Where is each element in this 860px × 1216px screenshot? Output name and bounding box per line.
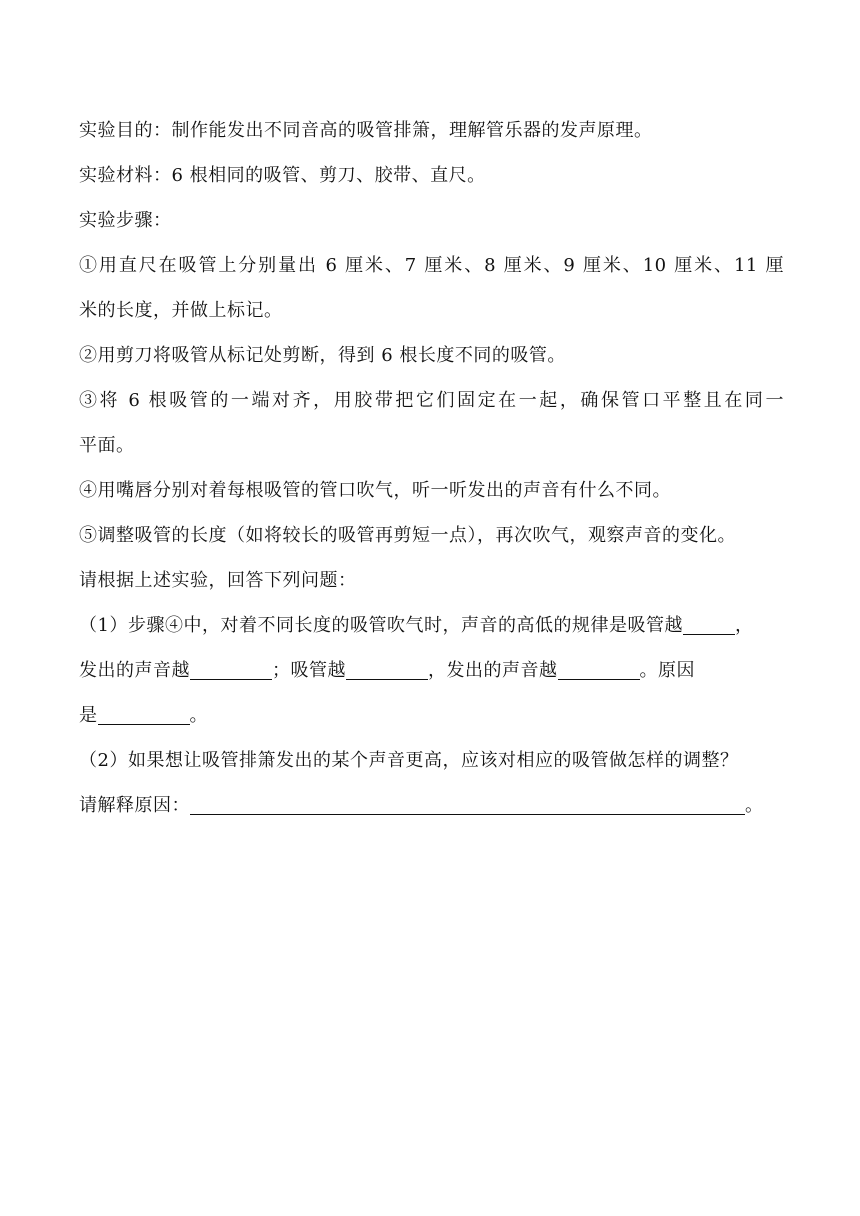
answer-blank-3[interactable] <box>346 657 428 680</box>
question-2-end: 。 <box>745 795 764 816</box>
experiment-content <box>79 108 784 828</box>
question-1-text-6: 是 <box>79 705 98 726</box>
question-1-text-2: 发出的声音越 <box>79 660 190 681</box>
answer-blank-2[interactable] <box>190 657 272 680</box>
steps-title: 实验步骤： <box>79 210 172 231</box>
experiment-purpose: 实验目的：制作能发出不同音高的吸管排箫，理解管乐器的发声原理。 <box>79 120 653 141</box>
step-1-line-1: ①用直尺在吸管上分别量出 6 厘米、7 厘米、8 厘米、9 厘米、10 厘米、11 厘 <box>79 255 784 276</box>
step-3-line-2: 平面。 <box>79 435 135 456</box>
question-1-line-1 <box>79 603 784 648</box>
question-2-line-2 <box>79 783 784 828</box>
step-1-line-2: 米的长度，并做上标记。 <box>79 300 283 321</box>
answer-blank-1[interactable] <box>683 612 735 635</box>
question-1-text: （1）步骤④中，对着不同长度的吸管吹气时，声音的高低的规律是吸管越 <box>79 615 683 636</box>
question-1-text-3: ；吸管越 <box>272 660 346 681</box>
question-1-comma: ， <box>734 615 754 636</box>
answer-blank-6[interactable] <box>190 792 745 815</box>
question-1-line-3 <box>79 693 784 738</box>
question-1-text-4: ，发出的声音越 <box>428 660 558 681</box>
answer-blank-4[interactable] <box>558 657 640 680</box>
answer-blank-5[interactable] <box>98 702 190 725</box>
question-2-label: 请解释原因： <box>79 795 190 816</box>
step-2: ②用剪刀将吸管从标记处剪断，得到 6 根长度不同的吸管。 <box>79 345 566 366</box>
question-2-line-1: （2）如果想让吸管排箫发出的某个声音更高，应该对相应的吸管做怎样的调整？ <box>79 750 739 771</box>
step-4: ④用嘴唇分别对着每根吸管的管口吹气，听一听发出的声音有什么不同。 <box>79 480 671 501</box>
question-1-text-7: 。 <box>189 705 208 726</box>
step-5: ⑤调整吸管的长度（如将较长的吸管再剪短一点），再次吹气，观察声音的变化。 <box>79 525 736 546</box>
question-prompt: 请根据上述实验，回答下列问题： <box>79 570 357 591</box>
step-3-line-1: ③将 6 根吸管的一端对齐，用胶带把它们固定在一起，确保管口平整且在同一 <box>79 390 784 411</box>
question-1-text-5: 。原因 <box>639 660 695 681</box>
question-1-line-2 <box>79 648 784 693</box>
experiment-materials: 实验材料：6 根相同的吸管、剪刀、胶带、直尺。 <box>79 165 486 186</box>
